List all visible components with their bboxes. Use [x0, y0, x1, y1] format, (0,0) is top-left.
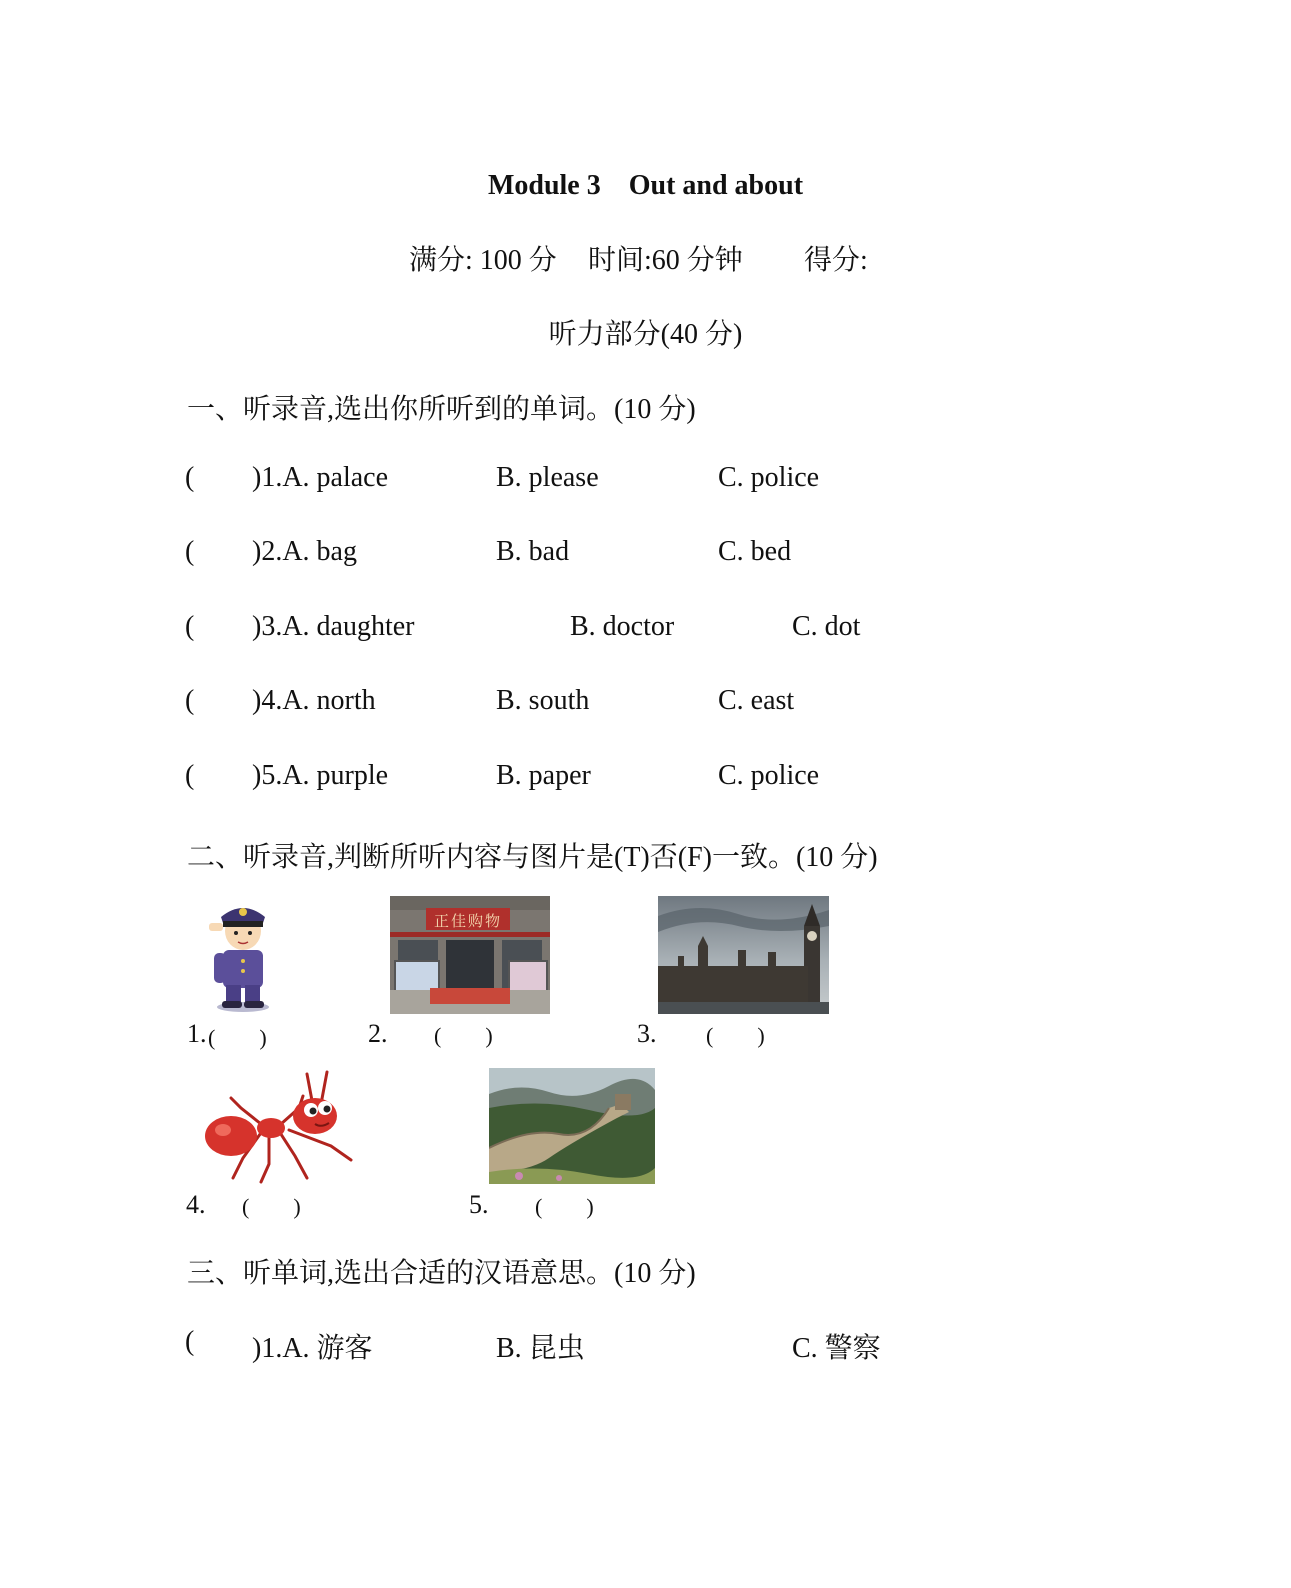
option-b: B. 昆虫 — [496, 1333, 585, 1364]
shop-front-picture — [390, 896, 550, 1014]
section2-heading: 二、听录音,判断所听内容与图片是(T)否(F)一致。(10 分) — [187, 842, 878, 873]
answer-paren: ( — [185, 611, 195, 642]
option-a: )5.A. purple — [252, 760, 389, 791]
option-a: )4.A. north — [252, 685, 376, 716]
answer-paren: ( — [185, 462, 195, 493]
section3-heading: 三、听单词,选出合适的汉语意思。(10 分) — [187, 1258, 696, 1289]
great-wall-picture — [489, 1068, 655, 1184]
big-ben-picture — [658, 896, 829, 1014]
item-5-number: 5. — [469, 1190, 489, 1219]
item-2-blank: ( ) — [434, 1023, 493, 1048]
option-a: )3.A. daughter — [252, 611, 415, 642]
item-2-number: 2. — [368, 1019, 388, 1048]
option-a: )1.A. 游客 — [252, 1333, 373, 1364]
answer-paren: ( — [185, 760, 195, 791]
option-b: B. doctor — [570, 611, 675, 642]
item-1-number: 1. — [187, 1019, 207, 1048]
option-a: )2.A. bag — [252, 536, 357, 567]
item-1-blank: ( ) — [208, 1025, 267, 1050]
option-b: B. please — [496, 462, 599, 493]
item-4-number: 4. — [186, 1190, 206, 1219]
option-a: )1.A. palace — [252, 462, 389, 493]
option-c: C. bed — [718, 536, 792, 567]
police-officer-picture — [205, 895, 280, 1013]
option-b: B. paper — [496, 760, 591, 791]
option-c: C. east — [718, 685, 795, 716]
option-c: C. police — [718, 760, 820, 791]
answer-paren: ( — [185, 685, 195, 716]
option-b: B. south — [496, 685, 590, 716]
option-c: C. 警察 — [792, 1333, 881, 1364]
section1-heading: 一、听录音,选出你所听到的单词。(10 分) — [187, 394, 696, 425]
listening-part-heading: 听力部分(40 分) — [548, 319, 743, 350]
page-title: Module 3 Out and about — [487, 170, 804, 201]
item-4-blank: ( ) — [242, 1194, 301, 1219]
shop-sign-text: 正佳购物 — [433, 912, 502, 930]
red-ant-picture — [203, 1068, 355, 1184]
full-marks: 满分: 100 分 — [409, 245, 557, 276]
item-3-number: 3. — [637, 1019, 657, 1048]
item-5-blank: ( ) — [535, 1194, 594, 1219]
score-label: 得分: — [804, 245, 868, 276]
option-b: B. bad — [496, 536, 570, 567]
time-limit: 时间:60 分钟 — [588, 245, 743, 276]
option-c: C. dot — [792, 611, 861, 642]
answer-paren: ( — [185, 536, 195, 567]
option-c: C. police — [718, 462, 820, 493]
answer-paren: ( — [185, 1326, 195, 1357]
item-3-blank: ( ) — [706, 1023, 765, 1048]
